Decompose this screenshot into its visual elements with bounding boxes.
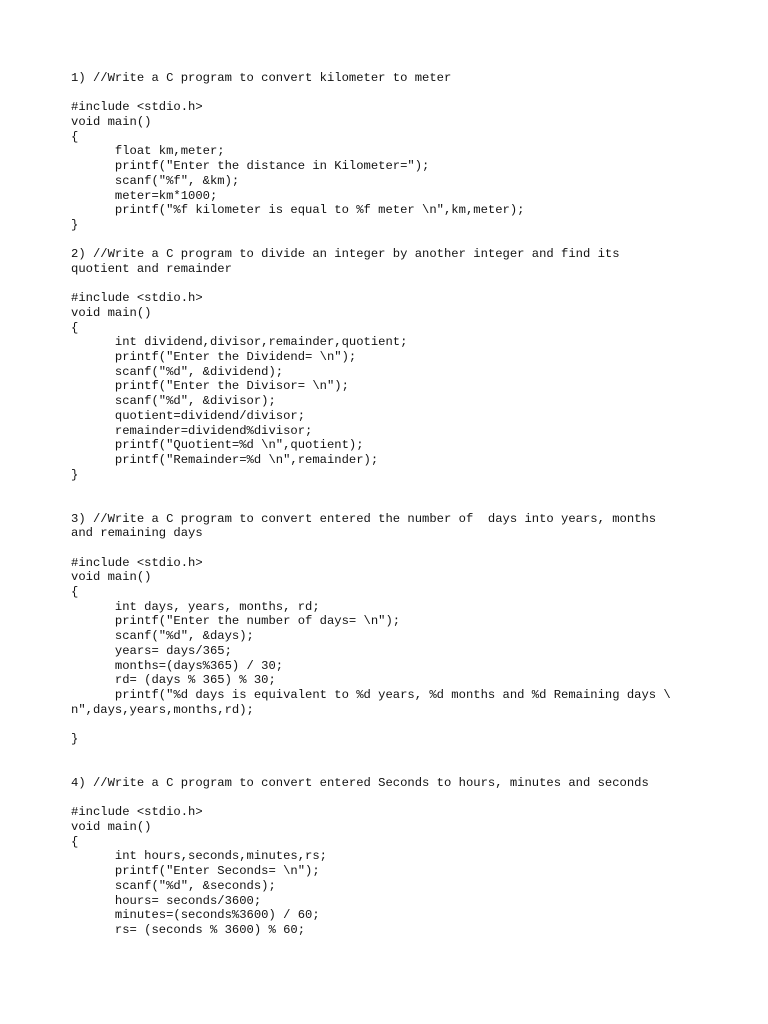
code-line: { bbox=[71, 585, 79, 600]
code-line: 4) //Write a C program to convert entered Seconds to hours, minutes and seconds bbox=[71, 776, 649, 790]
code-line: void main() bbox=[71, 570, 152, 585]
code-line: printf("Remainder=%d \n",remainder); bbox=[71, 452, 379, 467]
code-line: meter=km*1000; bbox=[71, 188, 218, 203]
code-line bbox=[71, 761, 751, 776]
code-line: quotient=dividend/divisor; bbox=[71, 408, 306, 423]
code-line bbox=[71, 482, 751, 497]
code-line: #include <stdio.h> bbox=[71, 291, 203, 306]
code-line: quotient and remainder bbox=[71, 261, 232, 276]
code-line: scanf("%d", &dividend); bbox=[71, 364, 284, 379]
code-line bbox=[71, 277, 751, 292]
code-line: 2) //Write a C program to divide an integer by another integer and find its bbox=[71, 247, 620, 262]
code-line: printf("Enter the Dividend= \n"); bbox=[71, 350, 357, 365]
code-line: and remaining days bbox=[71, 526, 203, 541]
code-line: { bbox=[71, 320, 79, 335]
code-line: printf("Enter the distance in Kilometer="); bbox=[71, 159, 430, 174]
code-line: #include <stdio.h> bbox=[71, 555, 203, 570]
code-line: float km,meter; bbox=[71, 144, 225, 159]
code-line bbox=[71, 497, 751, 512]
code-line: printf("Enter the Divisor= \n"); bbox=[71, 379, 349, 394]
code-line: } bbox=[71, 731, 79, 746]
code-line: { bbox=[71, 129, 79, 144]
code-line: scanf("%f", &km); bbox=[71, 173, 240, 188]
code-line bbox=[71, 541, 751, 556]
code-line: int days, years, months, rd; bbox=[71, 599, 320, 614]
code-line: printf("Enter the number of days= \n"); bbox=[71, 614, 401, 629]
code-line bbox=[71, 747, 751, 762]
code-line: void main() bbox=[71, 306, 152, 320]
code-line: 3) //Write a C program to convert entered the number of days into years, months bbox=[71, 511, 657, 526]
code-line: hours= seconds/3600; bbox=[71, 893, 262, 908]
code-line bbox=[71, 717, 751, 732]
code-line bbox=[71, 791, 751, 806]
code-line: months=(days%365) / 30; bbox=[71, 658, 284, 673]
code-line: printf("%f kilometer is equal to %f meter \n",km,meter); bbox=[71, 203, 525, 218]
code-line: printf("Quotient=%d \n",quotient); bbox=[71, 438, 364, 453]
code-line: printf("Enter Seconds= \n"); bbox=[71, 864, 320, 879]
code-line: 1) //Write a C program to convert kilometer to meter bbox=[71, 71, 452, 85]
code-line: } bbox=[71, 467, 79, 482]
code-line: printf("%d days is equivalent to %d years, %d months and %d Remaining days \ bbox=[71, 687, 671, 702]
code-line: rs= (seconds % 3600) % 60; bbox=[71, 922, 306, 937]
code-line bbox=[71, 86, 751, 101]
code-line: n",days,years,months,rd); bbox=[71, 702, 254, 717]
code-line bbox=[71, 233, 751, 248]
code-line: int dividend,divisor,remainder,quotient; bbox=[71, 335, 408, 350]
code-line: void main() bbox=[71, 115, 152, 130]
code-line: #include <stdio.h> bbox=[71, 100, 203, 115]
code-line: { bbox=[71, 834, 79, 849]
code-line: remainder=dividend%divisor; bbox=[71, 423, 313, 438]
code-line: years= days/365; bbox=[71, 643, 232, 658]
code-line: scanf("%d", &divisor); bbox=[71, 394, 276, 409]
code-line: scanf("%d", &days); bbox=[71, 629, 254, 644]
code-line: } bbox=[71, 217, 79, 232]
code-line: void main() bbox=[71, 820, 152, 835]
code-line: minutes=(seconds%3600) / 60; bbox=[71, 908, 320, 923]
code-line: #include <stdio.h> bbox=[71, 805, 203, 820]
document-page bbox=[71, 71, 751, 938]
code-line: int hours,seconds,minutes,rs; bbox=[71, 849, 327, 864]
code-line: rd= (days % 365) % 30; bbox=[71, 673, 276, 688]
code-line: scanf("%d", &seconds); bbox=[71, 878, 276, 893]
